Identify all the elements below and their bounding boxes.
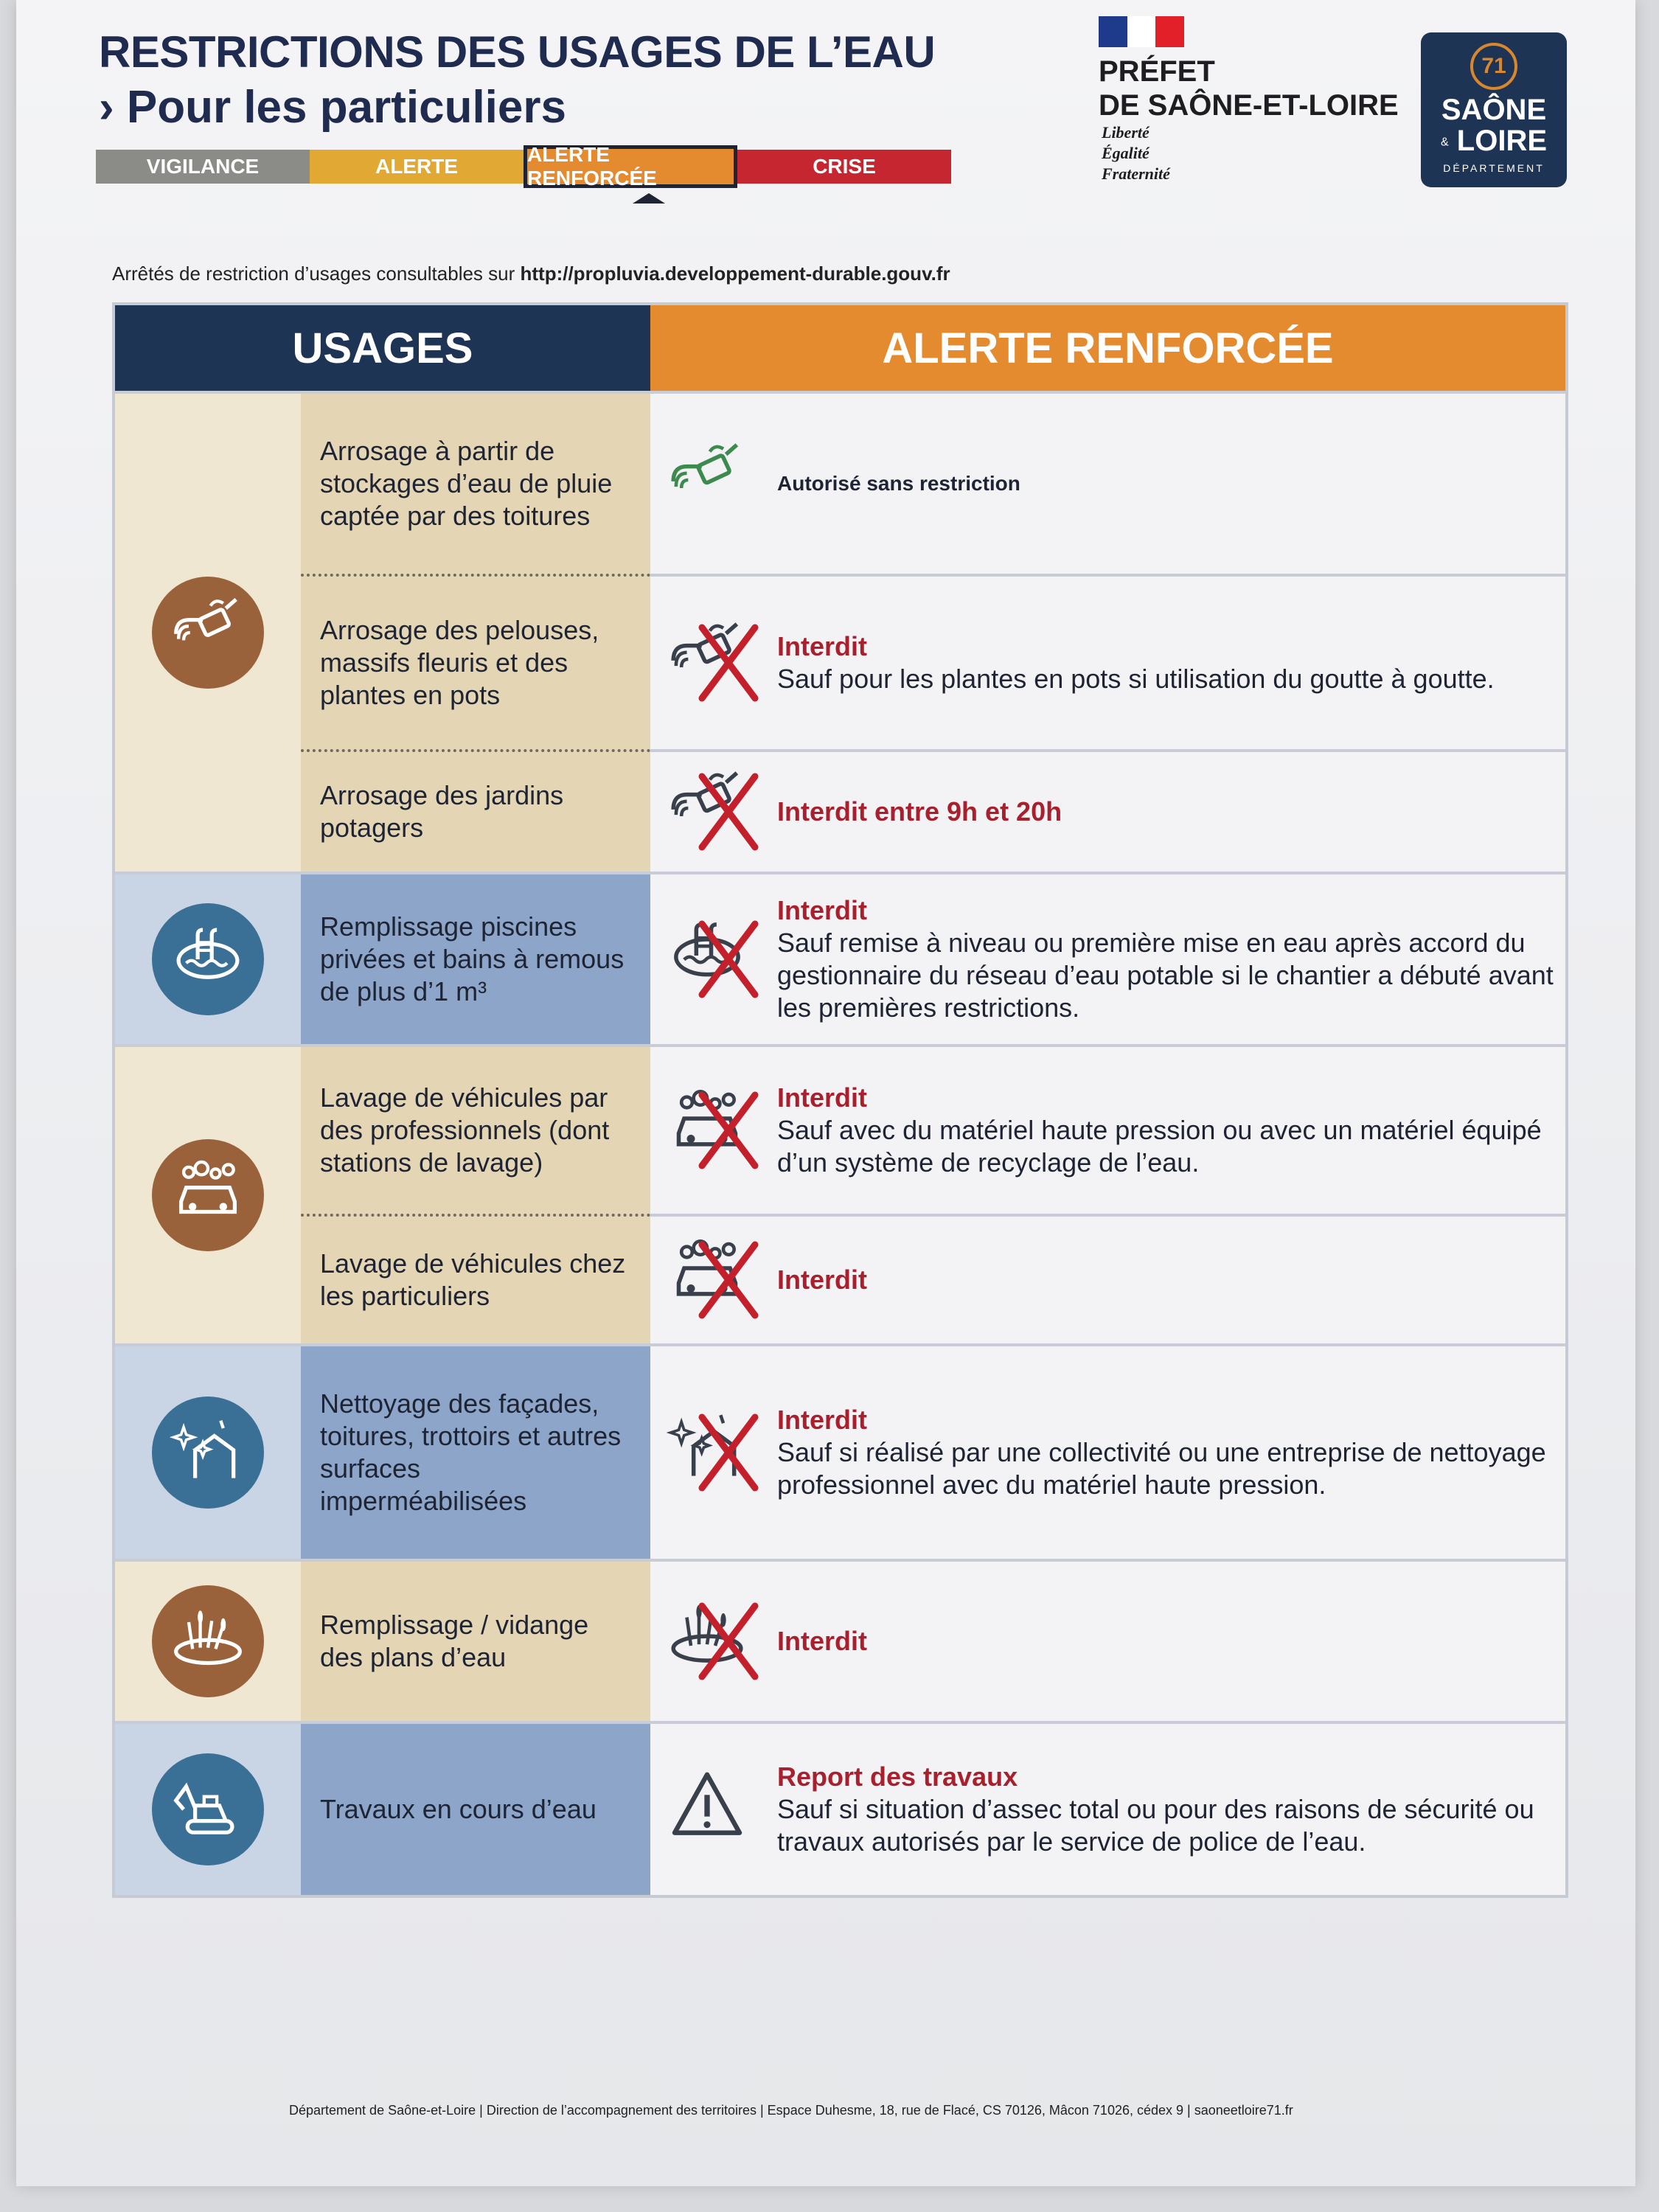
restriction-cell: [650, 1346, 1565, 1559]
usage-label: Nettoyage des façades, toitures, trottoirs et autres surfaces imperméabilisées: [301, 1346, 650, 1559]
restriction-text: [777, 1625, 867, 1658]
prefet-line1: PRÉFET: [1099, 55, 1215, 88]
poster-sheet: [16, 0, 1635, 2186]
dept-name-line1: SAÔNE: [1441, 94, 1547, 126]
restriction-cell: [650, 1214, 1565, 1343]
usage-label: Arrosage des jardins potagers: [301, 749, 650, 872]
prohibited-cross-icon: [692, 1411, 765, 1494]
group-rows: [301, 1724, 1565, 1895]
restriction-detail: Sauf si réalisé par une collectivité ou une entreprise de nettoyage professionnel avec du matériel haute pression.: [777, 1437, 1546, 1500]
usage-group: [115, 872, 1565, 1044]
motto-liberte: Liberté: [1102, 123, 1150, 142]
table-row: [301, 1346, 1565, 1559]
arretes-text: Arrêtés de restriction d’usages consultables sur: [112, 262, 521, 285]
warning-icon: [667, 1765, 777, 1854]
prohibited-cross-icon: [692, 1239, 765, 1321]
prefet-block: [1099, 55, 1399, 122]
dept-amp: &: [1440, 136, 1449, 149]
restriction-detail: Sauf pour les plantes en pots si utilisation du goutte à goutte.: [777, 664, 1495, 694]
car-wash-icon: [152, 1139, 264, 1251]
level-crise: CRISE: [737, 150, 951, 184]
restriction-text: [777, 1082, 1565, 1179]
restriction-status: Interdit: [777, 631, 867, 661]
restriction-text: [777, 467, 1020, 500]
restriction-cell: [650, 1047, 1565, 1214]
group-rows: [301, 394, 1565, 872]
restriction-detail: Sauf avec du matériel haute pression ou avec un matériel équipé d’un système de recyclage de l’eau.: [777, 1115, 1542, 1178]
usage-group: [115, 1721, 1565, 1895]
group-icon-cell: [115, 394, 301, 872]
table-row: [301, 1562, 1565, 1721]
restriction-status: Interdit: [777, 1265, 867, 1295]
prefet-line2: DE SAÔNE-ET-LOIRE: [1099, 89, 1399, 122]
group-icon-cell: [115, 1346, 301, 1559]
table-row: [301, 1724, 1565, 1895]
alert-level-scale: [96, 143, 951, 189]
prohibited-cross-icon: [692, 771, 765, 853]
restriction-status: Interdit: [777, 895, 867, 925]
restriction-detail: Sauf si situation d’assec total ou pour des raisons de sécurité ou travaux autorisés par le service de police de l’eau.: [777, 1794, 1534, 1857]
prohibited-cross-icon: [692, 1600, 765, 1683]
usage-label: Lavage de véhicules par des professionnels (dont stations de lavage): [301, 1047, 650, 1214]
restriction-text: [777, 894, 1565, 1024]
restriction-status: Interdit entre 9h et 20h: [777, 796, 1062, 827]
usage-group: [115, 1044, 1565, 1343]
table-row: [301, 749, 1565, 872]
column-header-level: ALERTE RENFORCÉE: [650, 305, 1565, 391]
column-header-usages: USAGES: [115, 305, 650, 391]
restriction-text: [777, 796, 1062, 828]
dept-label: DÉPARTEMENT: [1443, 162, 1545, 175]
restriction-status: Autorisé sans restriction: [777, 472, 1020, 495]
usage-label: Remplissage / vidange des plans d’eau: [301, 1562, 650, 1721]
table-row: [301, 574, 1565, 749]
restriction-text: [777, 630, 1495, 695]
watering-can-icon: [667, 768, 777, 856]
prohibited-cross-icon: [692, 918, 765, 1001]
active-level-caret-icon: [633, 193, 665, 204]
french-flag-icon: [1099, 16, 1184, 47]
restrictions-table: [112, 302, 1568, 1898]
table-row: [301, 394, 1565, 574]
usage-group: [115, 1343, 1565, 1559]
restriction-status: Report des travaux: [777, 1761, 1018, 1792]
table-row: [301, 1047, 1565, 1214]
group-rows: [301, 1346, 1565, 1559]
pond-icon: [152, 1585, 264, 1697]
dept-number-badge: 71: [1470, 43, 1517, 90]
pond-icon: [667, 1597, 777, 1686]
restriction-cell: [650, 1562, 1565, 1721]
restriction-cell: [650, 874, 1565, 1044]
motto-fraternite: Fraternité: [1102, 164, 1170, 183]
departement-logo: [1421, 32, 1567, 187]
group-rows: [301, 1047, 1565, 1343]
usage-label: Travaux en cours d’eau: [301, 1724, 650, 1895]
footer-address: Département de Saône-et-Loire | Direction de l’accompagnement des territoires | Espace Duhesme, 18, rue de Flacé, CS 70126, Mâcon 71026, cédex 9 | saoneetloire71.fr: [289, 2103, 1293, 2118]
restriction-detail: Sauf remise à niveau ou première mise en eau après accord du gestionnaire du réseau d’eau potable si le chantier a débuté avant les premières restrictions.: [777, 928, 1554, 1023]
table-row: [301, 874, 1565, 1044]
restriction-cell: [650, 574, 1565, 749]
restriction-text: [777, 1264, 867, 1296]
car-wash-icon: [667, 1086, 777, 1175]
restriction-status: Interdit: [777, 1082, 867, 1113]
dept-name-line2: [1421, 125, 1567, 158]
group-icon-cell: [115, 1724, 301, 1895]
flag-stripe: [1099, 16, 1127, 47]
group-icon-cell: [115, 1047, 301, 1343]
restriction-status: Interdit: [777, 1626, 867, 1656]
watering-can-icon: [667, 619, 777, 707]
facade-cleaning-icon: [667, 1408, 777, 1497]
level-alerte: ALERTE: [310, 150, 524, 184]
usage-label: Remplissage piscines privées et bains à remous de plus d’1 m³: [301, 874, 650, 1044]
prohibited-cross-icon: [692, 1089, 765, 1172]
level-vigilance: VIGILANCE: [96, 150, 310, 184]
group-rows: [301, 1562, 1565, 1721]
group-icon-cell: [115, 874, 301, 1044]
restriction-cell: [650, 1724, 1565, 1895]
motto-egalite: Égalité: [1102, 144, 1150, 162]
usage-label: Arrosage des pelouses, massifs fleuris et des plantes en pots: [301, 574, 650, 749]
usage-group: [115, 391, 1565, 872]
restriction-status: Interdit: [777, 1405, 867, 1435]
dept-name-loire: LOIRE: [1456, 125, 1548, 157]
flag-stripe: [1155, 16, 1184, 47]
pool-icon: [667, 915, 777, 1004]
restriction-text: [777, 1404, 1565, 1501]
table-header: [115, 305, 1565, 391]
pool-icon: [152, 903, 264, 1015]
republic-motto: [1102, 122, 1170, 184]
restriction-text: [777, 1761, 1565, 1858]
usage-label: Arrosage à partir de stockages d’eau de pluie captée par des toitures: [301, 394, 650, 574]
restriction-cell: [650, 394, 1565, 574]
facade-cleaning-icon: [152, 1397, 264, 1509]
watering-can-icon: [667, 439, 777, 528]
page-subtitle: › Pour les particuliers: [99, 82, 566, 133]
restriction-cell: [650, 749, 1565, 872]
prohibited-cross-icon: [692, 622, 765, 704]
car-wash-icon: [667, 1236, 777, 1324]
level-alerte-renforc-e: ALERTE RENFORCÉE: [524, 145, 737, 188]
table-row: [301, 1214, 1565, 1343]
watering-can-icon: [152, 577, 264, 689]
group-icon-cell: [115, 1562, 301, 1721]
page-title: RESTRICTIONS DES USAGES DE L’EAU: [99, 27, 936, 77]
table-body: [115, 391, 1565, 1895]
propluvia-link[interactable]: http://propluvia.developpement-durable.gouv.fr: [520, 262, 950, 285]
excavator-icon: [152, 1753, 264, 1865]
usage-label: Lavage de véhicules chez les particuliers: [301, 1214, 650, 1343]
group-rows: [301, 874, 1565, 1044]
arretes-notice: [112, 262, 950, 285]
usage-group: [115, 1559, 1565, 1721]
flag-stripe: [1127, 16, 1156, 47]
